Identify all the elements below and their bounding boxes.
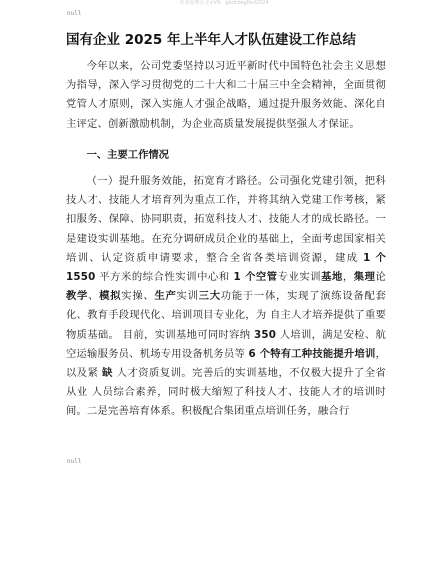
body-text: 、 bbox=[88, 290, 100, 303]
body-text: 平方米的综合性实训中心和 bbox=[95, 271, 234, 284]
body-bold-text: 1 个空管 bbox=[233, 271, 278, 284]
watermark-text: 更多免费公文+VX：gbdcbsg0xd2024 bbox=[179, 0, 269, 6]
body-bold-text: 缺 bbox=[102, 367, 113, 380]
body-bold-text: 1 个 1550 bbox=[66, 251, 386, 284]
header-placeholder-text: null bbox=[67, 10, 82, 17]
body-paragraph bbox=[66, 172, 386, 422]
section-heading: 一、主要工作情况 bbox=[86, 149, 169, 161]
body-bold-text: 三大 bbox=[198, 290, 221, 303]
document-title: 国有企业 2025 年上半年人才队伍建设工作总结 bbox=[66, 32, 356, 48]
body-text: （一）提升服务效能，拓宽育才路径。公司强化党建引领，把科技人才、技能人才培育列为重点工作，并将其纳入党建工作考核，紧扣服务、保障、协同职责，拓宽科技人才、技能人才的成长路径。一是建设实训基地。在充分调研成员企业的基础上，全面考虑国家相关培训、认定资质申请要求，整合全省各类培训资源，建成 bbox=[66, 175, 386, 264]
intro-paragraph: 今年以来，公司党委坚持以习近平新时代中国特色社会主义思想为指导，深入学习贯彻党的二十大和二十届三中全会精神，全面贯彻党管人才原则，深入实施人才强企战略，通过提升服务效能、深化自主评定、创新激励机制，为企业高质量发展提供坚强人才保证。 bbox=[66, 60, 386, 130]
body-bold-text: 集理 bbox=[353, 271, 376, 284]
body-text: ， bbox=[342, 271, 354, 284]
body-bold-text: 350 bbox=[254, 328, 277, 341]
body-text: 人才资质复训。完善后的实训基地，不仅极大提升了全省从业 人员综合素养，同时极大缩短了科技人才、技能人才的培训时 间。二是完善培育体系。积极配合集团重点培训任务，融合行 bbox=[66, 367, 387, 418]
body-text: 专业实训 bbox=[277, 271, 322, 284]
body-bold-text: 6 个特有工种技能提升培训 bbox=[248, 347, 376, 360]
body-text: 实训 bbox=[176, 290, 199, 303]
body-bold-text: 基地 bbox=[321, 271, 343, 284]
body-text: ， 以及紧 bbox=[66, 347, 386, 380]
footer-placeholder-text: null bbox=[67, 458, 82, 465]
body-bold-text: 模拟 bbox=[99, 290, 122, 303]
body-text: 功能于一体，实现了演练设备配套化、教育手段现代化、培训项目专业化，为 自主人才培养提供了重要物质基础。 目前，实训基地可同时容纳 bbox=[66, 290, 386, 341]
body-text: 人培训，满足安检、航空运输服务员、机场专用设备机务员等 bbox=[66, 328, 386, 360]
body-bold-text: 教学 bbox=[66, 290, 89, 303]
body-text: 实操、 bbox=[121, 290, 155, 303]
body-text: 论 bbox=[375, 271, 386, 284]
body-bold-text: 生产 bbox=[154, 290, 177, 303]
